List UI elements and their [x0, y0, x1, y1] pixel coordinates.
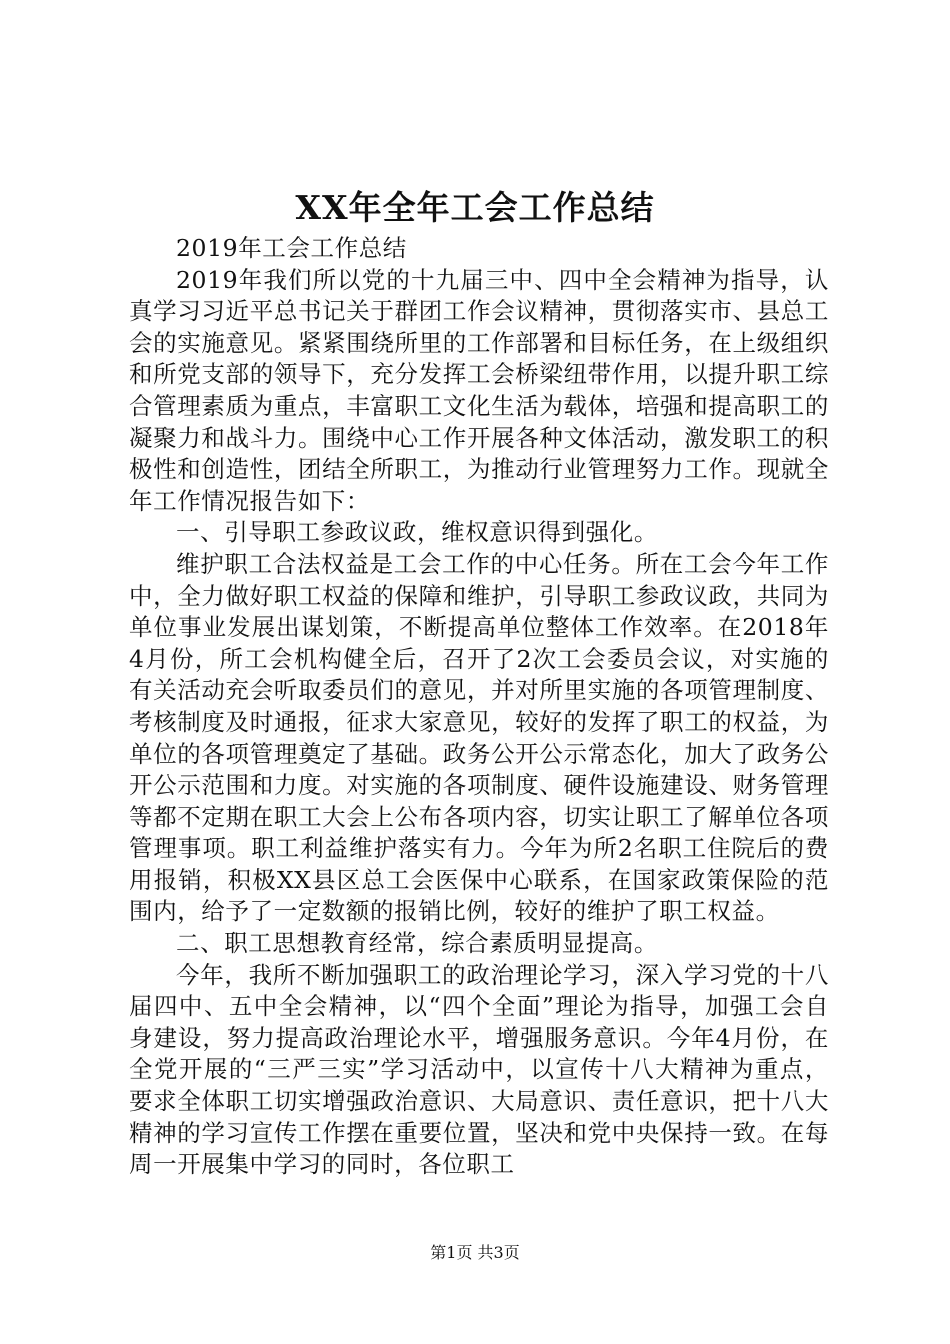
- document-body: [129, 233, 829, 1181]
- section-heading-1: 一、引导职工参政议政，维权意识得到强化。: [176, 518, 658, 547]
- paragraph-subtitle: 2019年工会工作总结: [176, 234, 407, 262]
- section-heading-2: 二、职工思想教育经常，综合素质明显提高。: [176, 929, 658, 958]
- paragraph-section-2: 今年，我所不断加强职工的政治理论学习，深入学习党的十八届四中、五中全会精神，以“四个全面”理论为指导，加强工会自身建设，努力提高政治理论水平，增强服务意识。今年4月份，在全党开展的“三严三实”学习活动中，以宣传十八大精神为重点，要求全体职工切实增强政治意识、大局意识、责任意识，把十八大精神的学习宣传工作摆在重要位置，坚决和党中央保持一致。在每周一开展集中学习的同时，各位职工: [129, 960, 829, 1179]
- page-footer: 第1页 共3页: [430, 1243, 520, 1262]
- document-title: XX年全年工会工作总结: [295, 188, 655, 227]
- paragraph-section-1: 维护职工合法权益是工会工作的中心任务。所在工会今年工作中，全力做好职工权益的保障和维护，引导职工参政议政，共同为单位事业发展出谋划策，不断提高单位整体工作效率。在2018年4月份，所工会机构健全后，召开了2次工会委员会议，对实施的有关活动充会听取委员们的意见，并对所里实施的各项管理制度、考核制度及时通报，征求大家意见，较好的发挥了职工的权益，为单位的各项管理奠定了基础。政务公开公示常态化，加大了政务公开公示范围和力度。对实施的各项制度、硬件设施建设、财务管理等都不定期在职工大会上公布各项内容，切实让职工了解单位各项管理事项。职工利益维护落实有力。今年为所2名职工住院后的费用报销，积极XX县区总工会医保中心联系，在国家政策保险的范围内，给予了一定数额的报销比例，较好的维护了职工权益。: [129, 549, 829, 926]
- paragraph-intro: 2019年我们所以党的十九届三中、四中全会精神为指导，认真学习习近平总书记关于群团工作会议精神，贯彻落实市、县总工会的实施意见。紧紧围绕所里的工作部署和目标任务，在上级组织和所党支部的领导下，充分发挥工会桥梁纽带作用，以提升职工综合管理素质为重点，丰富职工文化生活为载体，培强和提高职工的凝聚力和战斗力。围绕中心工作开展各种文体活动，激发职工的积极性和创造性，团结全所职工，为推动行业管理努力工作。现就全年工作情况报告如下：: [129, 265, 829, 515]
